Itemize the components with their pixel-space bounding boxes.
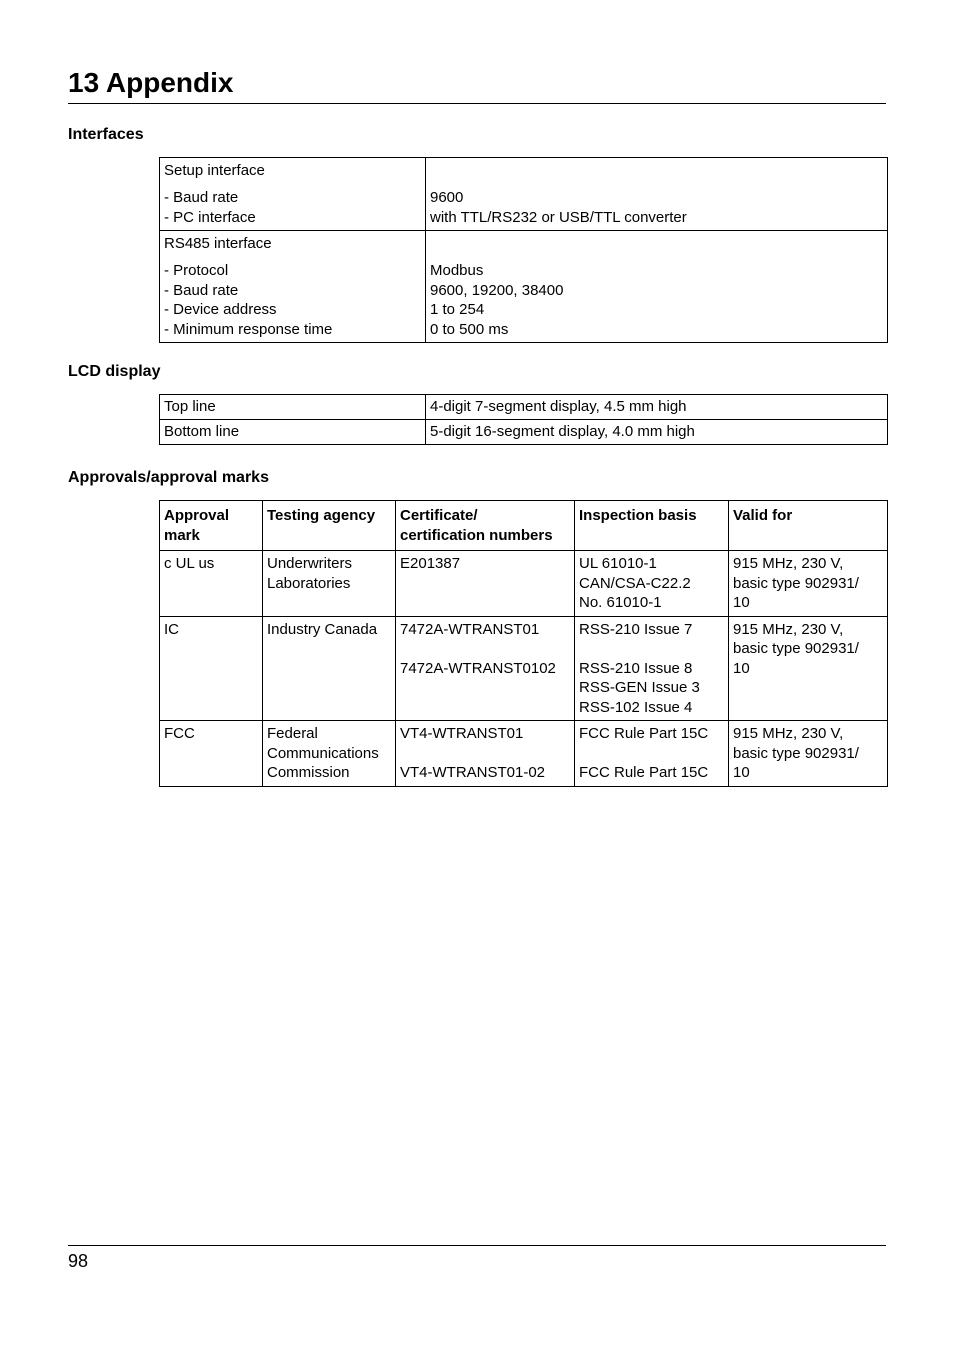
testing-agency-cell: Federal Communications Commission — [263, 721, 396, 787]
table-row — [160, 158, 888, 231]
table-header-row — [160, 501, 888, 551]
valid-for-cell: 915 MHz, 230 V, basic type 902931/ 10 — [729, 721, 888, 787]
testing-agency-cell: Industry Canada — [263, 616, 396, 721]
setup-interface-labels — [160, 158, 426, 231]
column-header-certificate: Certificate/ certification numbers — [396, 501, 575, 551]
rs485-interface-labels — [160, 231, 426, 343]
column-header-testing-agency: Testing agency — [263, 501, 396, 551]
rs485-interface-title: RS485 interface — [164, 235, 272, 252]
rs485-interface-values — [426, 231, 888, 343]
title-divider — [68, 103, 886, 104]
lcd-bottom-line-label: Bottom line — [160, 420, 426, 445]
lcd-bottom-line-value: 5-digit 16-segment display, 4.0 mm high — [426, 420, 888, 445]
table-row — [160, 395, 888, 420]
setup-label-baud-rate: - Baud rate — [164, 189, 239, 206]
rs485-value-baud-rate: 9600, 19200, 38400 — [430, 281, 564, 299]
table-row — [160, 231, 888, 343]
certificate-cell: 7472A-WTRANST01 7472A-WTRANST0102 — [396, 616, 575, 721]
setup-interface-title: Setup interface — [164, 162, 265, 179]
lcd-display-table — [159, 394, 888, 445]
approvals-heading: Approvals/approval marks — [68, 469, 269, 486]
rs485-value-protocol: Modbus — [430, 262, 484, 279]
approval-mark-cell: IC — [160, 616, 263, 721]
column-header-inspection-basis: Inspection basis — [575, 501, 729, 551]
testing-agency-cell: Underwriters Laboratories — [263, 551, 396, 617]
footer-divider — [68, 1245, 886, 1246]
inspection-basis-cell: FCC Rule Part 15C FCC Rule Part 15C — [575, 721, 729, 787]
setup-interface-values — [426, 158, 888, 231]
approval-mark-cell: FCC — [160, 721, 263, 787]
approval-mark-cell: c UL us — [160, 551, 263, 617]
rs485-value-min-response-time: 0 to 500 ms — [430, 320, 509, 338]
certificate-cell: E201387 — [396, 551, 575, 617]
table-row — [160, 551, 888, 617]
setup-value-baud-rate: 9600 — [430, 189, 464, 206]
interfaces-table — [159, 157, 888, 343]
valid-for-cell: 915 MHz, 230 V, basic type 902931/ 10 — [729, 616, 888, 721]
table-row — [160, 616, 888, 721]
page-number: 98 — [68, 1251, 89, 1271]
interfaces-heading: Interfaces — [68, 126, 144, 143]
lcd-display-heading: LCD display — [68, 363, 161, 380]
table-row — [160, 721, 888, 787]
column-header-valid-for: Valid for — [729, 501, 888, 551]
page-title: 13 Appendix — [68, 67, 234, 98]
inspection-basis-cell: RSS-210 Issue 7 RSS-210 Issue 8 RSS-GEN Issue 3 RSS-102 Issue 4 — [575, 616, 729, 721]
setup-value-pc-interface: with TTL/RS232 or USB/TTL converter — [430, 208, 687, 226]
approvals-table — [159, 500, 888, 787]
inspection-basis-cell: UL 61010-1 CAN/CSA-C22.2 No. 61010-1 — [575, 551, 729, 617]
valid-for-cell: 915 MHz, 230 V, basic type 902931/ 10 — [729, 551, 888, 617]
rs485-label-baud-rate: - Baud rate — [164, 281, 239, 299]
lcd-top-line-value: 4-digit 7-segment display, 4.5 mm high — [426, 395, 888, 420]
lcd-top-line-label: Top line — [160, 395, 426, 420]
setup-label-pc-interface: - PC interface — [164, 208, 256, 226]
table-row — [160, 420, 888, 445]
column-header-approval-mark: Approval mark — [160, 501, 263, 551]
rs485-value-device-address: 1 to 254 — [430, 301, 485, 318]
rs485-label-min-response-time: - Minimum response time — [164, 320, 333, 338]
rs485-label-device-address: - Device address — [164, 301, 277, 318]
rs485-label-protocol: - Protocol — [164, 262, 229, 279]
certificate-cell: VT4-WTRANST01 VT4-WTRANST01-02 — [396, 721, 575, 787]
